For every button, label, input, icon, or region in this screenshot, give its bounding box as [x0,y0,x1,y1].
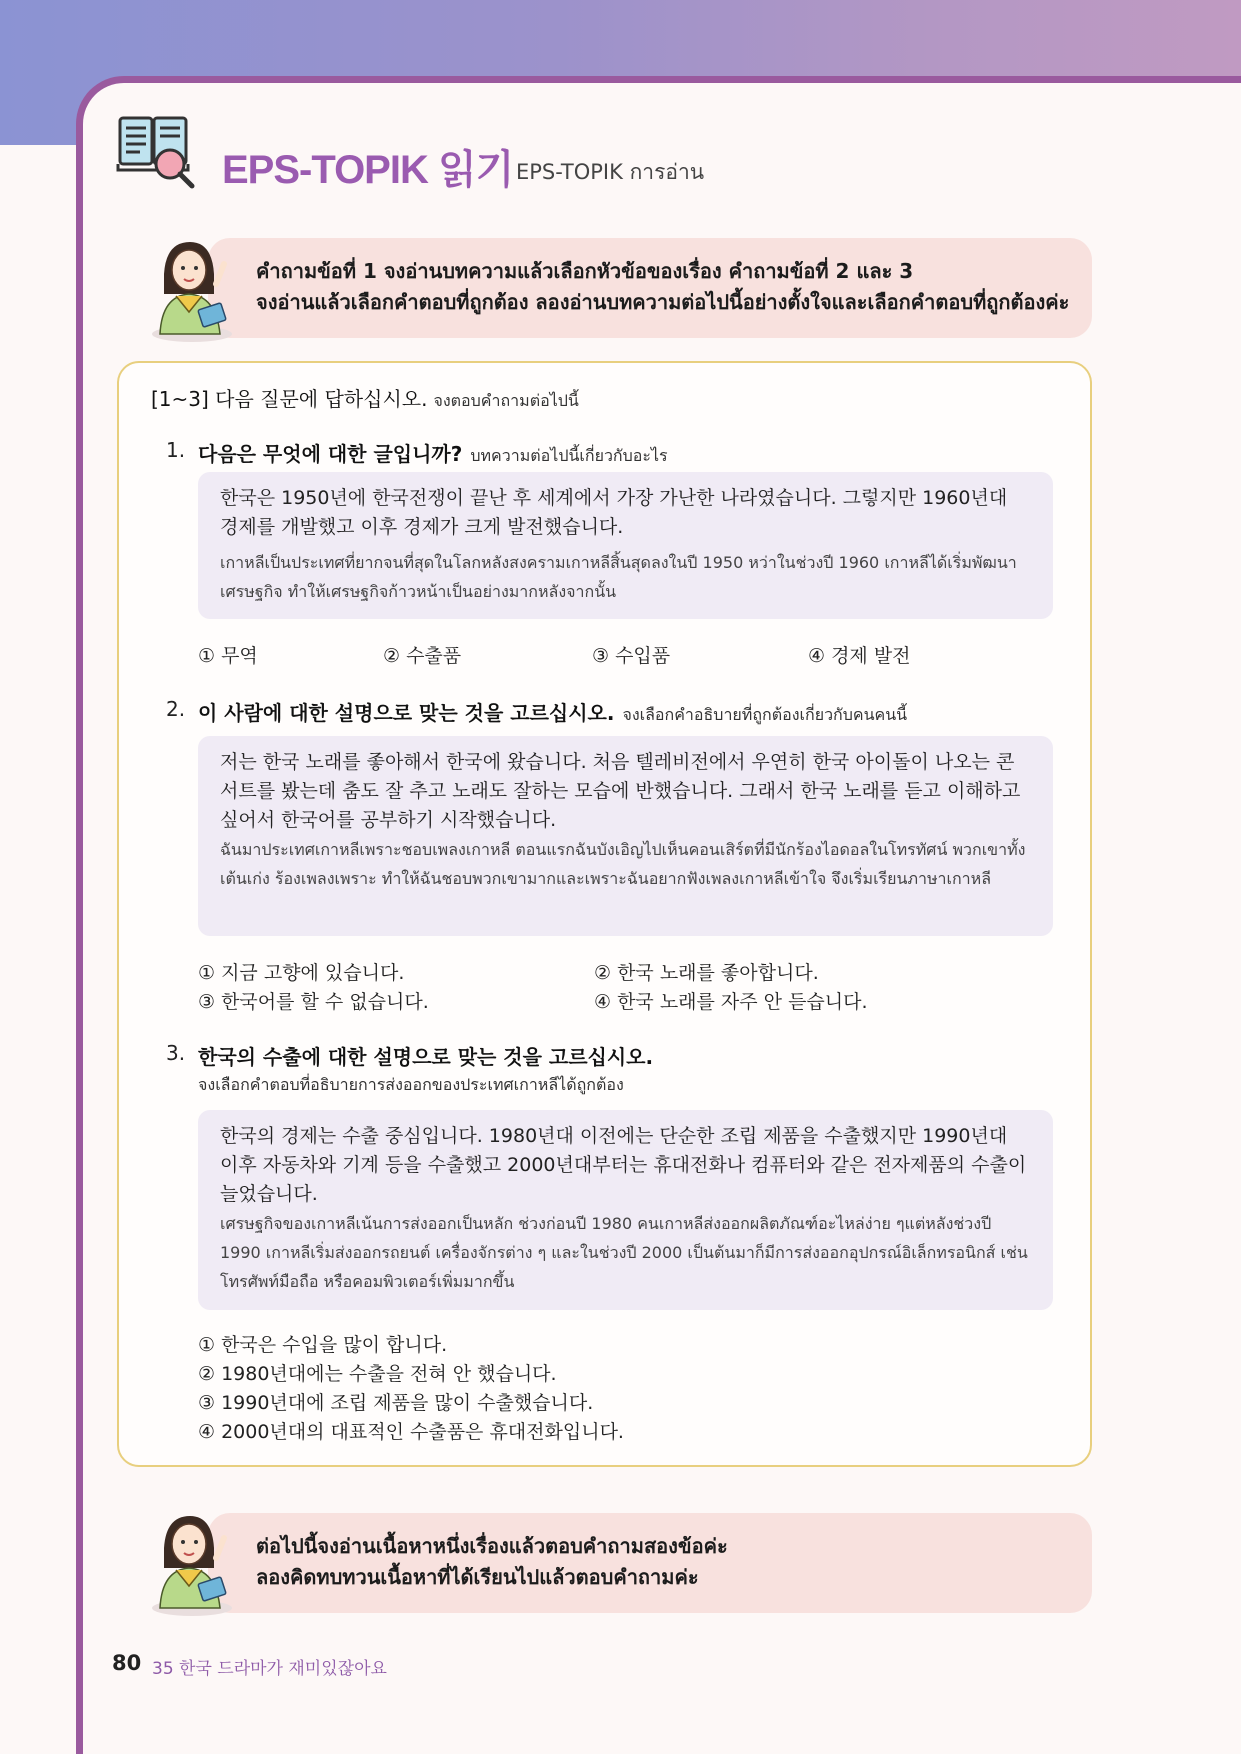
question-th: บทความต่อไปนี้เกี่ยวกับอะไร [470,446,668,465]
passage-th: ฉันมาประเทศเกาหลีเพราะชอบเพลงเกาหลี ตอนแรกฉันบังเอิญไปเห็นคอนเสิร์ตที่มีนักร้องไอดอลในโทรทัศน์ พวกเขาทั้งเต้นเก่ง ร้องเพลงเพราะ ทำให้ฉันชอบพวกเขามากและเพราะฉันอยากฟังเพลงเกาหลีเข้าใจ จึงเริ่มเรียนภาษาเกาหลี [220,840,1026,888]
instruction-banner-bottom [208,1513,1092,1613]
passage-th: เกาหลีเป็นประเทศที่ยากจนที่สุดในโลกหลังสงครามเกาหลีสิ้นสุดลงในปี 1950 หว่าในช่วงปี 1960 เกาหลีได้เริ่มพัฒนาเศรษฐกิจ ทำให้เศรษฐกิจก้าวหน้าเป็นอย่างมากหลังจากนั้น [220,553,1017,601]
question-number: 1. [166,438,186,462]
answer-option[interactable]: ③ 한국어를 할 수 없습니다. [198,991,429,1013]
banner-line: คำถามข้อที่ 1 จงอ่านบทความแล้วเลือกหัวข้อของเรื่อง คำถามข้อที่ 2 และ 3 [256,259,914,283]
passage-ko: 한국은 1950년에 한국전쟁이 끝난 후 세계에서 가장 가난한 나라였습니다. 그렇지만 1960년대 경제를 개발했고 이후 경제가 크게 발전했습니다. [220,487,1008,538]
answer-option[interactable]: ② 한국 노래를 좋아합니다. [594,962,819,984]
answer-option[interactable]: ① 한국은 수입을 많이 합니다. [198,1334,448,1356]
banner-line: ต่อไปนี้จงอ่านเนื้อหาหนึ่งเรื่องแล้วตอบคำถามสองข้อค่ะ [256,1534,728,1558]
banner-line: ลองคิดทบทวนเนื้อหาที่ได้เรียนไปแล้วตอบคำถามค่ะ [256,1565,699,1589]
section-subtitle: EPS-TOPIK การอ่าน [516,160,705,184]
book-magnifier-icon [116,112,196,192]
page-number: 80 [112,1651,142,1675]
passage-th: เศรษฐกิจของเกาหลีเน้นการส่งออกเป็นหลัก ช่วงก่อนปี 1980 คนเกาหลีส่งออกผลิตภัณฑ์อะไหล่ง่าย ๆแต่หลังช่วงปี 1990 เกาหลีเริ่มส่งออกรถยนต์ เครื่องจักรต่าง ๆ และในช่วงปี 2000 เป็นต้นมาก็มีการส่งออกอุปกรณ์อิเล็กทรอนิกส์ เช่น โทรศัพท์มือถือ หรือคอมพิวเตอร์เพิ่มมากขึ้น [220,1214,1028,1291]
answer-option[interactable]: ② 1980년대에는 수출을 전혀 안 했습니다. [198,1363,557,1385]
teacher-illustration-icon [146,234,246,344]
question-3-text: 한국의 수출에 대한 설명으로 맞는 것을 고르십시오. [198,1045,654,1069]
answer-option[interactable]: ① 지금 고향에 있습니다. [198,962,405,984]
question-number: 3. [166,1041,186,1065]
running-title: 35 한국 드라마가 재미있잖아요 [152,1659,387,1679]
section-title: EPS-TOPIK 읽기 [222,148,514,192]
question-set-heading [151,383,579,414]
passage-2 [198,736,1053,936]
question-ko: 다음은 무엇에 대한 글입니까? [198,442,463,466]
answer-option[interactable]: ③ 수입품 [592,645,671,667]
passage-1 [198,472,1053,619]
answer-option[interactable]: ① 무역 [198,645,258,667]
teacher-illustration-icon [146,1508,246,1618]
heading-th: จงตอบคำถามต่อไปนี้ [433,391,579,410]
passage-ko: 저는 한국 노래를 좋아해서 한국에 왔습니다. 처음 텔레비전에서 우연히 한국 아이돌이 나오는 콘서트를 봤는데 춤도 잘 추고 노래도 잘하는 모습에 반했습니다. 그래서 한국 노래를 듣고 이해하고 싶어서 한국어를 공부하기 시작했습니다. [220,751,1021,831]
answer-option[interactable]: ② 수출품 [383,645,462,667]
question-th: จงเลือกคำตอบที่อธิบายการส่งออกของประเทศเกาหลีได้ถูกต้อง [198,1075,624,1094]
answer-option[interactable]: ③ 1990년대에 조립 제품을 많이 수출했습니다. [198,1392,594,1414]
question-1-text [198,438,668,469]
answer-option[interactable]: ④ 2000년대의 대표적인 수출품은 휴대전화입니다. [198,1421,624,1443]
heading-ko: [1~3] 다음 질문에 답하십시오. [151,387,428,411]
banner-line: จงอ่านแล้วเลือกคำตอบที่ถูกต้อง ลองอ่านบทความต่อไปนี้อย่างตั้งใจและเลือกคำตอบที่ถูกต้องค่ะ [256,290,1070,314]
question-ko: 이 사람에 대한 설명으로 맞는 것을 고르십시오. [198,701,615,725]
passage-3 [198,1110,1053,1310]
answer-option[interactable]: ④ 경제 발전 [808,645,911,667]
answer-option[interactable]: ④ 한국 노래를 자주 안 듣습니다. [594,991,868,1013]
question-2-text [198,697,907,728]
passage-ko: 한국의 경제는 수출 중심입니다. 1980년대 이전에는 단순한 조립 제품을 수출했지만 1990년대 이후 자동차와 기계 등을 수출했고 2000년대부터는 휴대전화나 컴퓨터와 같은 전자제품의 수출이 늘었습니다. [220,1125,1027,1205]
question-th: จงเลือกคำอธิบายที่ถูกต้องเกี่ยวกับคนคนนี้ [622,705,908,724]
instruction-banner-top [208,238,1092,338]
question-number: 2. [166,697,186,721]
